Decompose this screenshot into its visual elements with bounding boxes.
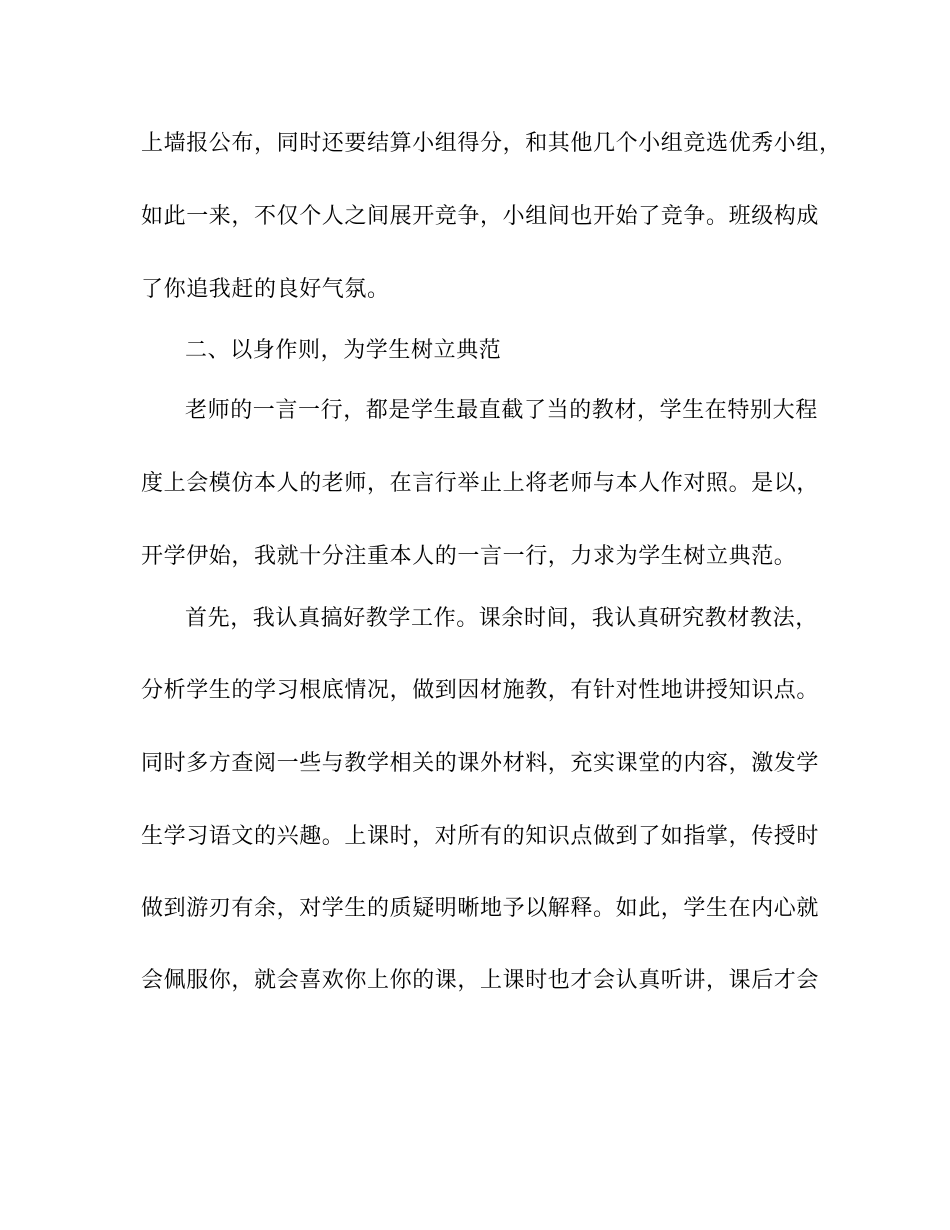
text-line-6: 度上会模仿本人的老师，在言行举止上将老师与本人作对照。是以， xyxy=(141,471,820,496)
text-line-8: 首先，我认真搞好教学工作。课余时间，我认真研究教材教法， xyxy=(185,606,818,631)
text-line-10: 同时多方查阅一些与教学相关的课外材料，充实课堂的内容，激发学 xyxy=(141,751,820,776)
text-line-3: 了你追我赶的良好气氛。 xyxy=(141,277,390,302)
text-line-1: 上墙报公布，同时还要结算小组得分，和其他几个小组竞选优秀小组， xyxy=(141,131,842,156)
text-line-13: 会佩服你，就会喜欢你上你的课，上课时也才会认真听讲，课后才会 xyxy=(141,968,820,993)
text-line-12: 做到游刃有余，对学生的质疑明晰地予以解释。如此，学生在内心就 xyxy=(141,896,820,921)
text-line-2: 如此一来，不仅个人之间展开竞争，小组间也开始了竞争。班级构成 xyxy=(141,204,820,229)
text-line-7: 开学伊始，我就十分注重本人的一言一行，力求为学生树立典范。 xyxy=(141,544,797,569)
text-line-9: 分析学生的学习根底情况，做到因材施教，有针对性地讲授知识点。 xyxy=(141,678,820,703)
text-line-11: 生学习语文的兴趣。上课时，对所有的知识点做到了如指掌，传授时 xyxy=(141,824,820,849)
text-line-5: 老师的一言一行，都是学生最直截了当的教材，学生在特别大程 xyxy=(185,398,818,423)
section-heading: 二、以身作则，为学生树立典范 xyxy=(185,338,502,363)
